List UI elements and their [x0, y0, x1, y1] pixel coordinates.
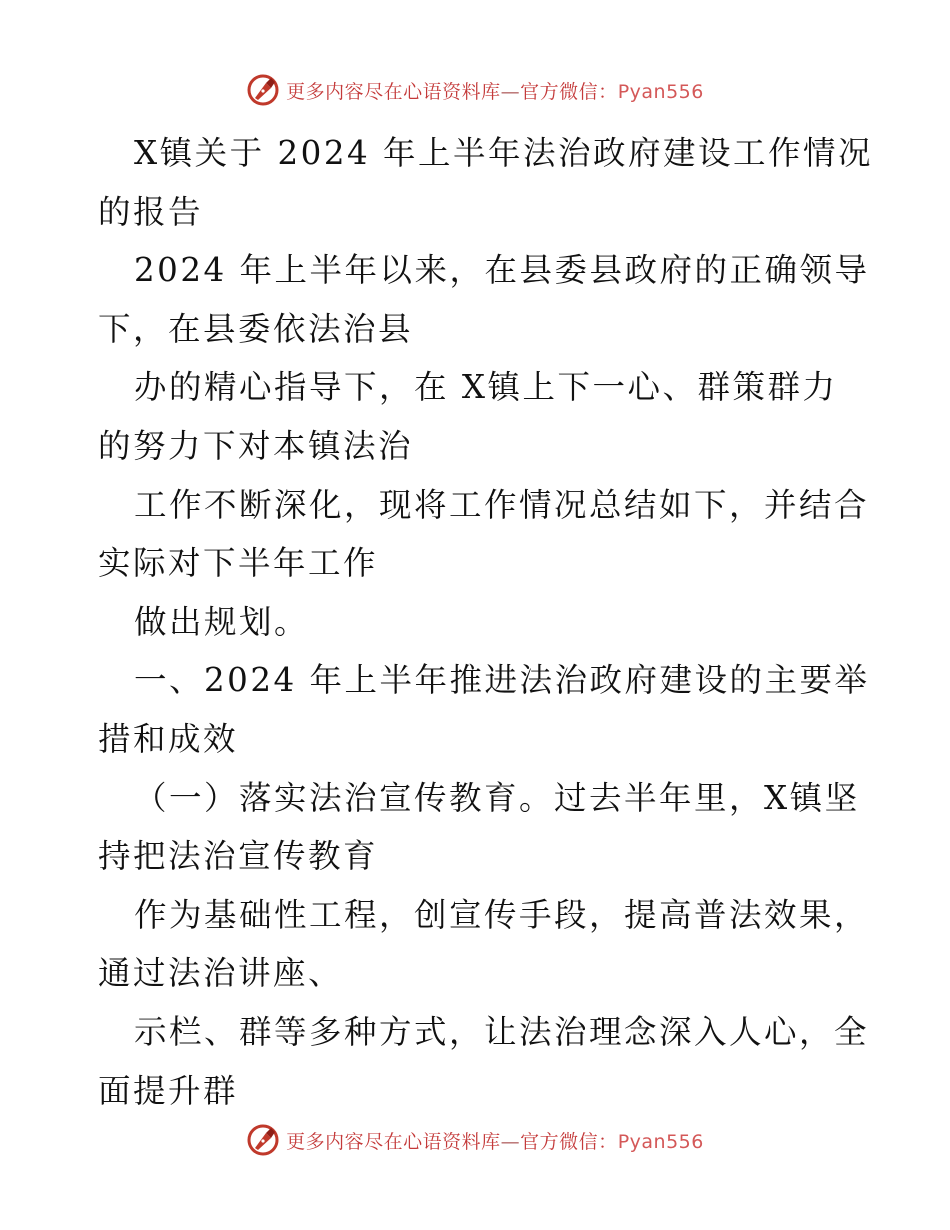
document-line: 面提升群 — [98, 1071, 239, 1110]
document-line: 做出规划。 — [134, 602, 310, 641]
pen-nib-logo-icon — [246, 1123, 280, 1157]
pen-nib-logo-icon — [246, 73, 280, 107]
document-line: X镇关于 2024 年上半年法治政府建设工作情况 — [134, 134, 874, 172]
document-line: 持把法治宣传教育 — [98, 837, 379, 876]
document-line: 通过法治讲座、 — [98, 954, 344, 993]
banner-account-id: Pyan556 — [617, 1130, 704, 1153]
document-line: 工作不断深化，现将工作情况总结如下，并结合 — [134, 485, 870, 524]
banner-main-text: 更多内容尽在心语资料库 — [286, 80, 501, 103]
banner-suffix-text: 官方微信： — [520, 80, 618, 103]
header-banner — [0, 70, 950, 110]
banner-text — [286, 77, 704, 104]
document-line: 措和成效 — [98, 719, 239, 758]
document-line: 一、2024 年上半年推进法治政府建设的主要举 — [134, 661, 870, 700]
document-line: （一）落实法治宣传教育。过去半年里，X镇坚 — [134, 778, 860, 817]
document-line: 作为基础性工程，创宣传手段，提高普法效果， — [134, 895, 870, 934]
banner-separator: — — [500, 1130, 521, 1153]
footer-banner — [0, 1120, 950, 1160]
document-body — [98, 124, 874, 1120]
banner-main-text: 更多内容尽在心语资料库 — [286, 1130, 501, 1153]
document-line: 2024 年上半年以来，在县委县政府的正确领导 — [134, 251, 870, 290]
document-line: 实际对下半年工作 — [98, 544, 379, 583]
document-line: 办的精心指导下，在 X镇上下一心、群策群力 — [134, 368, 838, 407]
document-line: 示栏、群等多种方式，让法治理念深入人心，全 — [134, 1012, 870, 1051]
banner-text — [286, 1127, 704, 1154]
document-line: 的努力下对本镇法治 — [98, 426, 414, 465]
document-line: 下，在县委依法治县 — [98, 309, 414, 348]
banner-suffix-text: 官方微信： — [520, 1130, 618, 1153]
document-line: 的报告 — [98, 192, 204, 231]
banner-account-id: Pyan556 — [617, 80, 704, 103]
banner-separator: — — [500, 80, 521, 103]
